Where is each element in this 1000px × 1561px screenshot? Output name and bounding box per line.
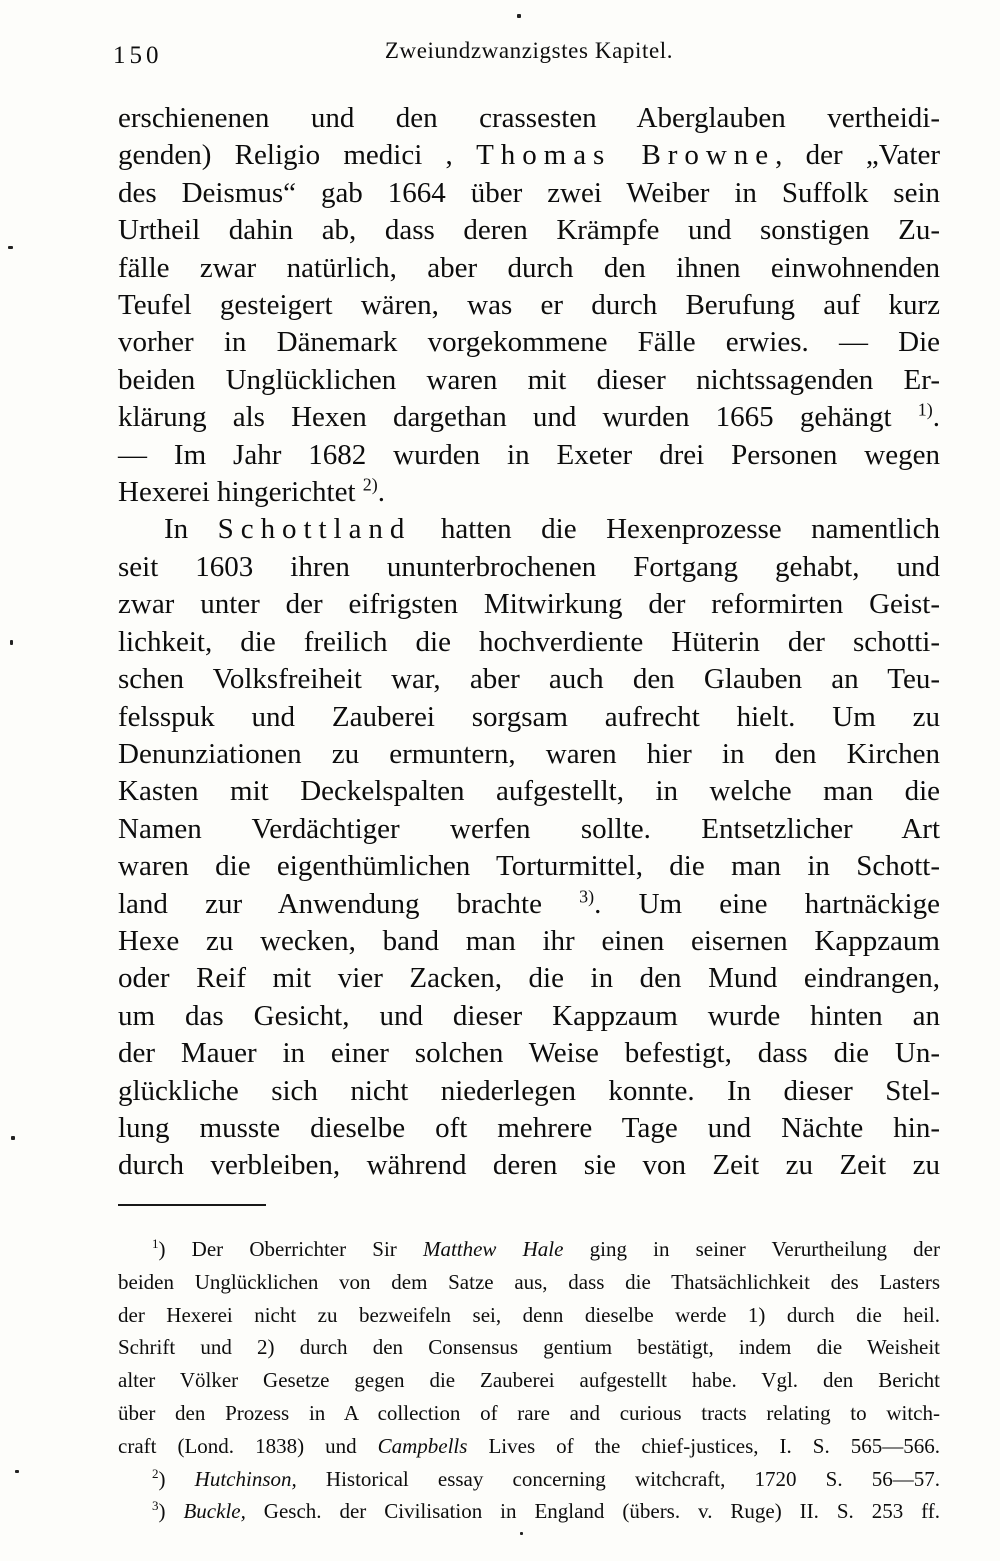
scan-speck [15, 1470, 19, 1473]
text-line [118, 1110, 940, 1147]
page-number: 150 [113, 42, 163, 69]
text-segment: ) [158, 1499, 184, 1524]
footnote-line [118, 1266, 940, 1299]
text-line [118, 699, 940, 736]
text-segment: klärung als Hexen dargethan und wurden 1665 gehängt [118, 401, 918, 434]
text-line [118, 212, 940, 249]
text-segment: fälle zwar natürlich, aber durch den ihnen einwohnenden [118, 251, 940, 284]
text-segment: Lives of the chief-justices, I. S. 565—566. [467, 1433, 941, 1458]
text-line [118, 250, 940, 287]
text-segment: des Deismus“ gab 1664 über zwei Weiber in Suffolk sein [118, 176, 940, 209]
text-segment: Kasten mit Deckelspalten aufgestellt, in welche man die [118, 775, 940, 808]
text-segment: über den Prozess in A collection of rare and curious tracts relating to witch- [118, 1400, 940, 1425]
footnote-line [118, 1233, 940, 1266]
chapter-title: Zweiundzwanzigstes Kapitel. [384, 38, 674, 63]
text-line [118, 960, 940, 997]
text-segment: . [377, 476, 385, 509]
page-header [113, 34, 940, 74]
text-line [118, 437, 940, 474]
text-segment: Thomas Browne [476, 139, 776, 172]
text-segment: felsspuk und Zauberei sorgsam aufrecht hielt. Um zu [118, 700, 940, 733]
text-segment: der Hexerei nicht zu bezweifeln sei, denn dieselbe werde 1) durch die heil. [118, 1302, 940, 1327]
text-segment: 2 [152, 1465, 159, 1481]
text-segment: ) [158, 1466, 195, 1491]
footnote-line [118, 1331, 940, 1364]
text-line [118, 287, 940, 324]
text-segment: zwar unter der eifrigsten Mitwirkung der reformirten Geist- [118, 588, 940, 621]
text-segment: Gesch. der Civilisation in England (übers. v. Ruge) II. S. 253 ff. [245, 1499, 941, 1524]
text-line [118, 1147, 940, 1184]
footnote-line [118, 1430, 940, 1463]
text-segment: seit 1603 ihren ununterbrochenen Fortgang gehabt, und [118, 550, 940, 583]
text-line [118, 100, 940, 137]
text-line [118, 848, 940, 885]
text-segment: lichkeit, die freilich die hochverdiente Hüterin der schotti- [118, 625, 940, 658]
text-segment: Urtheil dahin ab, dass deren Krämpfe und sonstigen Zu- [118, 214, 940, 247]
text-segment: 1 [152, 1236, 159, 1251]
text-segment: schen Volksfreiheit war, aber auch den Glauben an Teu- [118, 663, 940, 696]
scan-speck [520, 1532, 523, 1535]
text-segment: erschienenen und den crassesten Aberglauben vertheidi- [118, 102, 940, 134]
text-segment: 1) [917, 399, 933, 420]
text-segment: der Mauer in einer solchen Weise befestigt, dass die Un- [118, 1037, 940, 1070]
text-segment: durch verbleiben, während deren sie von Zeit zu Zeit zu [118, 1149, 940, 1182]
text-line [118, 1073, 940, 1110]
text-line [118, 324, 940, 361]
text-line [118, 773, 940, 810]
text-segment: Hutchinson, [194, 1466, 297, 1491]
text-segment: Denunziationen zu ermuntern, waren hier in den Kirchen [118, 737, 940, 770]
scan-speck [517, 14, 521, 18]
text-segment: genden) Religio medici , [118, 139, 477, 172]
text-segment: , der „Vater [775, 139, 940, 172]
footnote-divider [118, 1204, 266, 1206]
text-segment: Campbells [377, 1433, 468, 1458]
text-line [118, 175, 940, 212]
text-line [118, 661, 940, 698]
footnote-line [118, 1397, 940, 1430]
text-segment: ) Der Oberrichter Sir [158, 1237, 423, 1261]
text-line [118, 736, 940, 773]
text-segment: Hexerei hingerichtet [118, 476, 363, 509]
text-segment: In [164, 513, 218, 546]
text-line [118, 586, 940, 623]
text-line [118, 811, 940, 848]
text-segment: Buckle, [183, 1499, 246, 1524]
text-segment: . Um eine hartnäckige [594, 887, 940, 920]
text-segment: 2) [362, 474, 378, 495]
body-text [118, 100, 940, 1185]
text-segment: beiden Unglücklichen von dem Satze aus, dass die Thatsächlichkeit des Lasters [118, 1269, 940, 1294]
footnote-line [118, 1299, 940, 1332]
text-segment: glückliche sich nicht niederlegen konnte. In dieser Stel- [118, 1074, 940, 1107]
text-segment: 3 [152, 1498, 159, 1514]
text-segment: Schrift und 2) durch den Consensus gentium bestätigt, indem die Weisheit [118, 1335, 940, 1360]
text-segment: vorher in Dänemark vorgekommene Fälle erwies. — Die [118, 326, 940, 359]
text-segment: craft (Lond. 1838) und [118, 1433, 378, 1458]
text-segment: oder Reif mit vier Zacken, die in den Mund eindrangen, [118, 962, 940, 995]
text-segment: beiden Unglücklichen waren mit dieser nichtssagenden Er- [118, 363, 940, 396]
text-line [118, 362, 940, 399]
text-segment: land zur Anwendung brachte [118, 887, 580, 920]
text-segment: . [932, 401, 940, 434]
text-segment: waren die eigenthümlichen Torturmittel, die man in Schott- [118, 850, 940, 883]
text-line [118, 998, 940, 1035]
footnote-line [118, 1463, 940, 1496]
footnote-line [118, 1364, 940, 1397]
text-segment: Hexe zu wecken, band man ihr einen eisernen Kappzaum [118, 924, 940, 957]
text-line [118, 549, 940, 586]
text-segment: 3) [579, 885, 595, 906]
text-segment: um das Gesicht, und dieser Kappzaum wurde hinten an [118, 999, 940, 1032]
scan-speck [8, 246, 13, 249]
text-segment: Teufel gesteigert wären, was er durch Berufung auf kurz [118, 289, 940, 322]
footnote-line [118, 1495, 940, 1528]
text-line [118, 511, 940, 548]
text-line [118, 399, 940, 436]
text-line [118, 624, 940, 661]
text-segment: hatten die Hexenprozesse namentlich [411, 513, 940, 546]
text-segment: alter Völker Gesetze gegen die Zauberei aufgestellt habe. Vgl. den Bericht [118, 1368, 940, 1393]
text-line [118, 474, 940, 511]
scan-speck [11, 1136, 15, 1140]
text-segment: ging in seiner Verurtheilung der [563, 1237, 940, 1261]
scan-speck [10, 640, 13, 645]
text-line [118, 137, 940, 174]
text-segment: lung musste dieselbe oft mehrere Tage und Nächte hin- [118, 1111, 940, 1144]
text-segment: Namen Verdächtiger werfen sollte. Entsetzlicher Art [118, 812, 940, 845]
text-line [118, 1035, 940, 1072]
footnotes [118, 1233, 940, 1528]
text-segment: — Im Jahr 1682 wurden in Exeter drei Personen wegen [118, 438, 940, 471]
text-segment: Historical essay concerning witchcraft, 1720 S. 56—57. [296, 1466, 940, 1491]
text-segment: Schottland [217, 513, 412, 546]
text-line [118, 923, 940, 960]
text-line [118, 886, 940, 923]
text-segment: Matthew Hale [422, 1237, 564, 1261]
